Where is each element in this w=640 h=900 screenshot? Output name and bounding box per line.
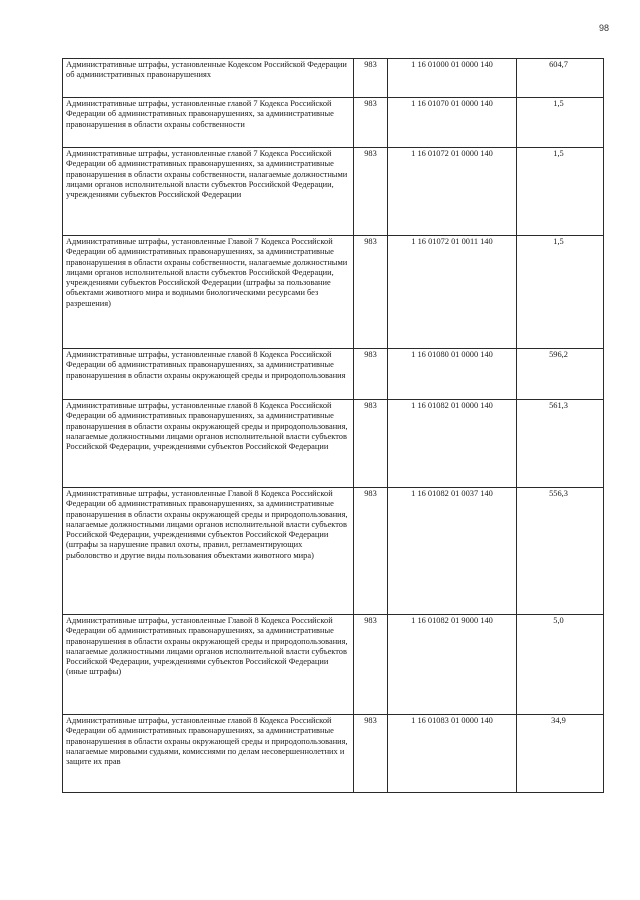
row-admin-code: 983 (354, 400, 388, 488)
row-admin-code: 983 (354, 98, 388, 148)
row-amount: 1,5 (517, 98, 604, 148)
table-row (63, 488, 604, 615)
row-admin-code: 983 (354, 715, 388, 793)
row-description: Административные штрафы, установленные главой 8 Кодекса Российской Федерации об административных правонарушениях, за административные правонарушения в области охраны окружающей среды и природопользования (63, 349, 354, 400)
row-budget-code: 1 16 01080 01 0000 140 (388, 349, 517, 400)
row-amount: 561,3 (517, 400, 604, 488)
budget-revenue-table (62, 58, 604, 793)
row-admin-code: 983 (354, 148, 388, 236)
row-amount: 34,9 (517, 715, 604, 793)
row-budget-code: 1 16 01072 01 0011 140 (388, 236, 517, 349)
table-row (63, 400, 604, 488)
table-row (63, 59, 604, 98)
row-amount: 1,5 (517, 236, 604, 349)
row-admin-code: 983 (354, 59, 388, 98)
table-row (63, 98, 604, 148)
row-description: Административные штрафы, установленные главой 8 Кодекса Российской Федерации об административных правонарушениях, за административные правонарушения в области охраны окружающей среды и природопользования, налагаемые мировыми судьями, комиссиями по делам несовершеннолетних и защите их прав (63, 715, 354, 793)
row-amount: 604,7 (517, 59, 604, 98)
row-admin-code: 983 (354, 488, 388, 615)
row-amount: 5,0 (517, 615, 604, 715)
row-admin-code: 983 (354, 349, 388, 400)
row-description: Административные штрафы, установленные главой 7 Кодекса Российской Федерации об административных правонарушениях, за административные правонарушения в области охраны собственности (63, 98, 354, 148)
row-budget-code: 1 16 01070 01 0000 140 (388, 98, 517, 148)
row-amount: 596,2 (517, 349, 604, 400)
row-budget-code: 1 16 01082 01 0037 140 (388, 488, 517, 615)
row-budget-code: 1 16 01082 01 9000 140 (388, 615, 517, 715)
table-row (63, 349, 604, 400)
row-description: Административные штрафы, установленные главой 8 Кодекса Российской Федерации об административных правонарушениях, за административные правонарушения в области охраны окружающей среды и природопользования, налагаемые должностными лицами органов исполнительной власти субъектов Российской Федерации, учреждениями субъектов Российской Федерации (63, 400, 354, 488)
row-description: Административные штрафы, установленные Главой 7 Кодекса Российской Федерации об административных правонарушениях, за административные правонарушения в области охраны собственности, налагаемые должностными лицами органов исполнительной власти субъектов Российской Федерации, учреждениями субъектов Российской Федерации (штрафы за пользование объектами животного мира и водными биологическими ресурсами без разрешения) (63, 236, 354, 349)
row-admin-code: 983 (354, 615, 388, 715)
row-amount: 556,3 (517, 488, 604, 615)
row-admin-code: 983 (354, 236, 388, 349)
page-number: 98 (598, 23, 609, 33)
row-description: Административные штрафы, установленные главой 7 Кодекса Российской Федерации об административных правонарушениях, за административные правонарушения в области охраны собственности, налагаемые должностными лицами органов исполнительной власти субъектов Российской Федерации, учреждениями субъектов Российской Федерации (63, 148, 354, 236)
row-budget-code: 1 16 01000 01 0000 140 (388, 59, 517, 98)
row-budget-code: 1 16 01082 01 0000 140 (388, 400, 517, 488)
row-description: Административные штрафы, установленные Главой 8 Кодекса Российской Федерации об административных правонарушениях, за административные правонарушения в области охраны окружающей среды и природопользования, налагаемые должностными лицами органов исполнительной власти субъектов Российской Федерации, учреждениями субъектов Российской Федерации (штрафы за нарушение правил охоты, правил, регламентирующих рыболовство и другие виды пользования объектами животного мира) (63, 488, 354, 615)
table-row (63, 148, 604, 236)
table-row (63, 715, 604, 793)
row-amount: 1,5 (517, 148, 604, 236)
row-description: Административные штрафы, установленные Кодексом Российской Федерации об административных правонарушениях (63, 59, 354, 98)
row-description: Административные штрафы, установленные Главой 8 Кодекса Российской Федерации об административных правонарушениях, за административные правонарушения в области охраны окружающей среды и природопользования, налагаемые должностными лицами органов исполнительной власти субъектов Российской Федерации, учреждениями субъектов Российской Федерации (иные штрафы) (63, 615, 354, 715)
row-budget-code: 1 16 01083 01 0000 140 (388, 715, 517, 793)
row-budget-code: 1 16 01072 01 0000 140 (388, 148, 517, 236)
table-row (63, 236, 604, 349)
table-row (63, 615, 604, 715)
